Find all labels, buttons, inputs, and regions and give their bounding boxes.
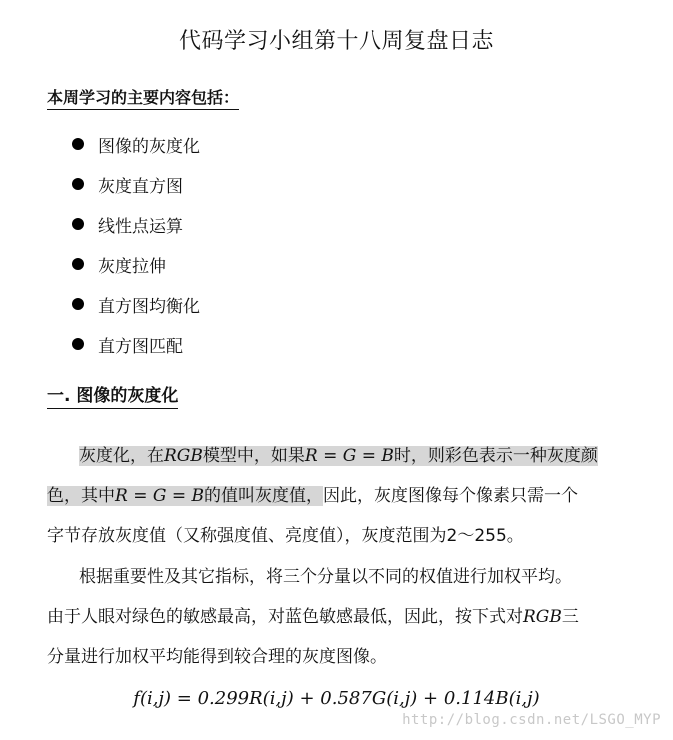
- section-heading: 一. 图像的灰度化: [47, 386, 178, 409]
- page-title: 代码学习小组第十八周复盘日志: [178, 29, 494, 54]
- text-run: 模型中，如果: [202, 446, 305, 466]
- list-item: [70, 324, 200, 364]
- list-item: [70, 124, 200, 164]
- bullet-icon: [72, 138, 84, 150]
- paragraph-line: [47, 602, 579, 632]
- bullet-icon: [72, 218, 84, 230]
- highlighted-text: [47, 486, 323, 506]
- text-run: 由于人眼对绿色的敏感最高，对蓝色敏感最低，因此，按下式对: [47, 607, 523, 627]
- topic-label: 图像的灰度化: [98, 136, 200, 157]
- bullet-icon: [72, 338, 84, 350]
- topic-label: 直方图均衡化: [98, 296, 200, 317]
- text-run: 色，其中: [47, 486, 115, 506]
- highlighted-text: [79, 446, 598, 466]
- text-run: 时，则彩色表示一种灰度颜: [393, 446, 598, 466]
- grayscale-formula: f(i,j) = 0.299R(i,j) + 0.587G(i,j) + 0.114B(i,j): [133, 688, 540, 709]
- math-run: R = G = B: [304, 446, 394, 466]
- text-run: 三: [561, 607, 579, 627]
- text-run: 的值叫灰度值，: [203, 486, 323, 506]
- math-run: RGB: [164, 446, 203, 466]
- topic-label: 线性点运算: [98, 216, 183, 237]
- topic-label: 直方图匹配: [98, 336, 183, 357]
- math-run: R = G = B: [115, 486, 204, 506]
- bullet-icon: [72, 178, 84, 190]
- paragraph-line: 根据重要性及其它指标，将三个分量以不同的权值进行加权平均。: [79, 567, 572, 587]
- paragraph-line: 字节存放灰度值（又称强度值、亮度值），灰度范围为2～255。: [47, 526, 524, 546]
- text-run: 灰度化，在: [79, 446, 164, 466]
- list-item: [70, 164, 200, 204]
- watermark-url: http://blog.csdn.net/LSGO_MYP: [402, 712, 661, 728]
- topic-label: 灰度拉伸: [98, 256, 166, 277]
- paragraph-line: 分量进行加权平均能得到较合理的灰度图像。: [47, 647, 387, 667]
- math-run: RGB: [523, 607, 562, 627]
- bullet-icon: [72, 258, 84, 270]
- summary-heading: 本周学习的主要内容包括：: [47, 88, 239, 110]
- list-item: [70, 284, 200, 324]
- list-item: [70, 244, 200, 284]
- topic-list: [70, 124, 200, 364]
- list-item: [70, 204, 200, 244]
- topic-label: 灰度直方图: [98, 176, 183, 197]
- paragraph-line: [47, 481, 578, 511]
- bullet-icon: [72, 298, 84, 310]
- paragraph-line: [79, 441, 598, 471]
- text-run: 因此，灰度图像每个像素只需一个: [322, 486, 578, 506]
